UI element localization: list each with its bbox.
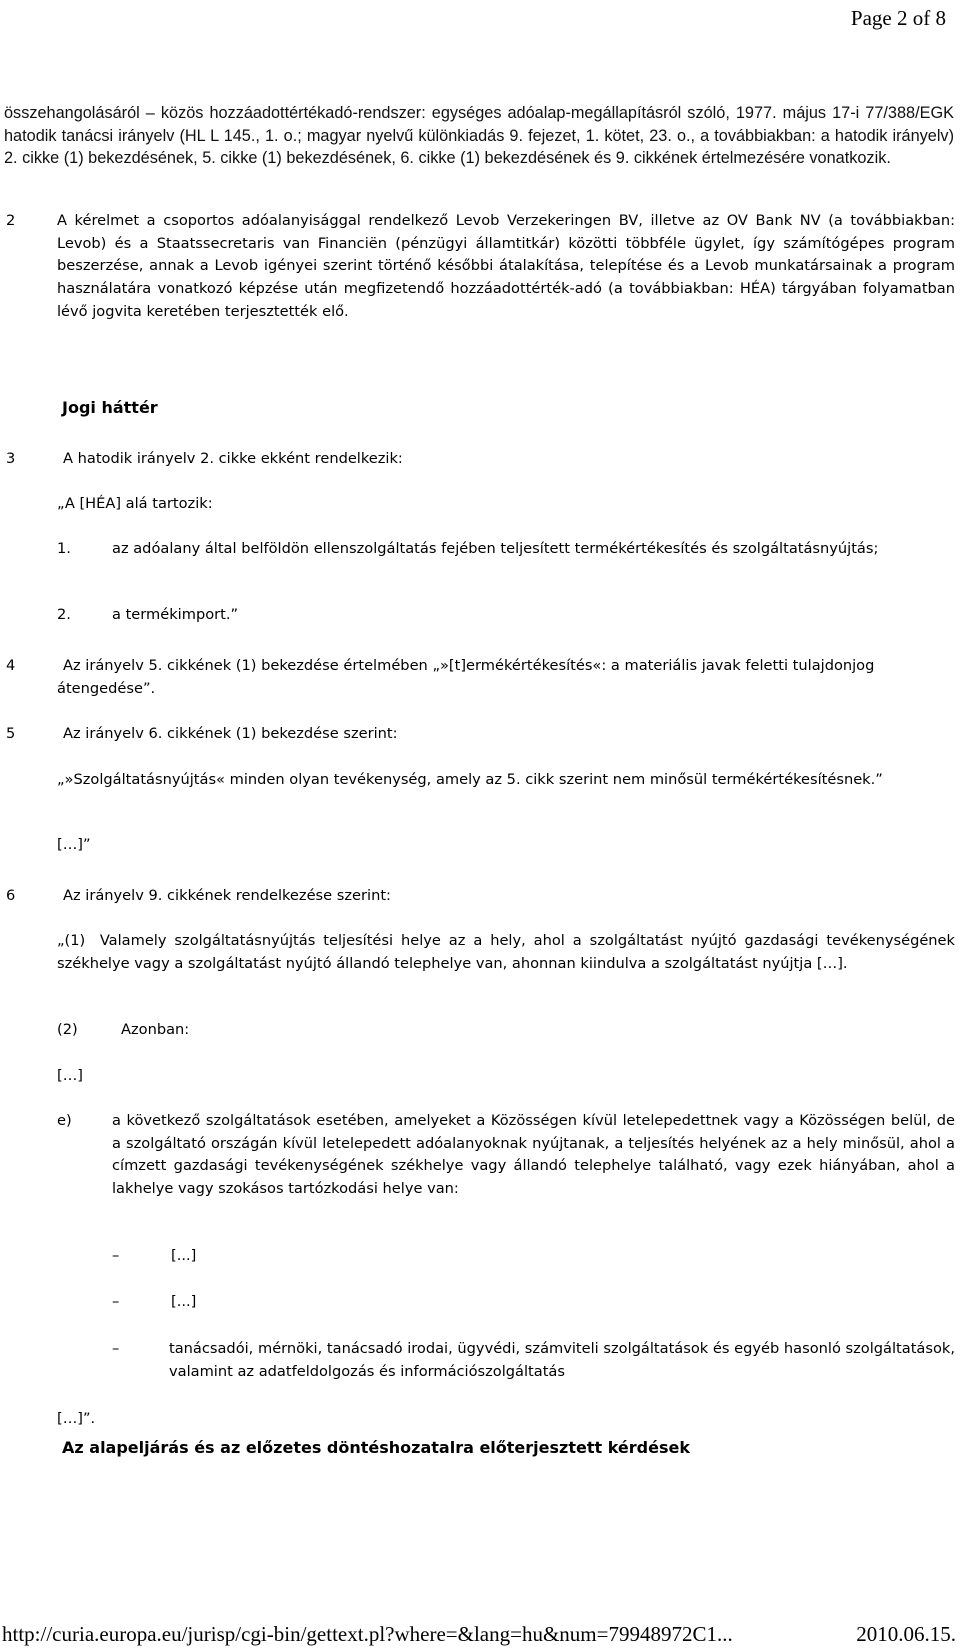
list-text: a termékimport.” bbox=[112, 606, 239, 623]
list-label: e) bbox=[57, 1112, 72, 1129]
paragraph-text: A hatodik irányelv 2. cikke ekként rendelkezik: bbox=[63, 450, 403, 467]
dash-text: [...] bbox=[171, 1293, 197, 1310]
page-number: Page 2 of 8 bbox=[850, 6, 946, 30]
section-heading-legal-background: Jogi háttér bbox=[62, 398, 158, 417]
paragraph-number: 3 bbox=[6, 450, 16, 467]
list-text: az adóalany által belföldön ellenszolgáltatás fejében teljesített termékértékesítés és szolgáltatásnyújtás; bbox=[112, 540, 879, 557]
quote-open: „A [HÉA] alá tartozik: bbox=[57, 495, 213, 512]
closing-ellipsis: […]”. bbox=[57, 1410, 96, 1427]
dash-marker: – bbox=[112, 1340, 120, 1357]
paragraph-text: Az irányelv 5. cikkének (1) bekezdése értelmében „»[t]ermékértékesítés«: a materiális javak feletti tulajdonjog átengedése”. bbox=[57, 657, 875, 697]
section-heading-main-proceedings: Az alapeljárás és az előzetes döntéshozatalra előterjesztett kérdések bbox=[62, 1438, 690, 1457]
paragraph-number: 5 bbox=[6, 725, 16, 742]
dash-marker: – bbox=[112, 1247, 120, 1264]
ellipsis: […]” bbox=[57, 836, 91, 853]
dash-marker: – bbox=[112, 1293, 120, 1310]
footer-date: 2010.06.15. bbox=[856, 1622, 956, 1646]
intro-paragraph: összehangolásáról – közös hozzáadottértékadó-rendszer: egységes adóalap-megállapításról szóló, 1977. május 17-i 77/388/EGK hatodik tanácsi irányelv (HL L 145., 1. o.; magyar nyelvű különkiadás 9. fejezet, 1. kötet, 23. o., a továbbiakban: a hatodik irányelv) 2. cikke (1) bekezdésének, 5. cikke (1) bekezdésének, 6. cikke (1) bekezdésének és 9. cikkének értelmezésére vonatkozik. bbox=[4, 104, 954, 167]
dash-text: [...] bbox=[171, 1247, 197, 1264]
subparagraph-2-text: Azonban: bbox=[121, 1021, 190, 1038]
list-label: 2. bbox=[57, 606, 71, 623]
subparagraph-2-label: (2) bbox=[57, 1021, 78, 1038]
footer-url: http://curia.europa.eu/jurisp/cgi-bin/gettext.pl?where=&lang=hu&num=79948972C1... bbox=[2, 1622, 733, 1646]
quoted-definition: „»Szolgáltatásnyújtás« minden olyan tevékenység, amely az 5. cikk szerint nem minősül termékértékesítésnek.” bbox=[57, 771, 883, 788]
subparagraph-1: „(1) Valamely szolgáltatásnyújtás teljesítési helye az a hely, ahol a szolgáltatást nyújtó gazdasági tevékenységének székhelye vagy a szolgáltatást nyújtó állandó telephelye van, ahonnan kiindulva a szolgáltatást nyújtja […]. bbox=[57, 932, 960, 972]
paragraph-text: Az irányelv 6. cikkének (1) bekezdése szerint: bbox=[63, 725, 398, 742]
paragraph-number: 2 bbox=[6, 212, 16, 229]
paragraph-number: 6 bbox=[6, 887, 16, 904]
list-label: 1. bbox=[57, 540, 71, 557]
dash-text: tanácsadói, mérnöki, tanácsadó irodai, ügyvédi, számviteli szolgáltatások és egyéb hasonló szolgáltatások, valamint az adatfeldolgozás és információszolgáltatás bbox=[169, 1340, 955, 1380]
list-text: a következő szolgáltatások esetében, amelyeket a Közösségen kívül letelepedettnek vagy a Közösségen belül, de a szolgáltató országán kívül letelepedett adóalanyoknak nyújtanak, a teljesítés helyének az a hely minősül, ahol a címzett gazdasági tevékenységének székhelye vagy állandó telephelye található, vagy ezek hiányában, ahol a lakhelye vagy szokásos tartózkodási helye van: bbox=[112, 1112, 955, 1198]
ellipsis: […] bbox=[57, 1067, 83, 1084]
paragraph-text: A kérelmet a csoportos adóalanyisággal rendelkező Levob Verzekeringen BV, illetve az OV Bank NV (a továbbiakban: Levob) és a Staatssecretaris van Financiën (pénzügyi államtitkár) közötti többféle ügylet, így számítógépes program beszerzése, annak a Levob igényei szerint történő későbbi átalakítása, telepítése és a Levob munkatársainak a program használatára vonatkozó képzése után megfizetendő hozzáadottérték-adó (a továbbiakban: HÉA) tárgyában folyamatban lévő jogvita keretében terjesztették elő. bbox=[57, 212, 955, 320]
paragraph-number: 4 bbox=[6, 657, 16, 674]
paragraph-text: Az irányelv 9. cikkének rendelkezése szerint: bbox=[63, 887, 391, 904]
